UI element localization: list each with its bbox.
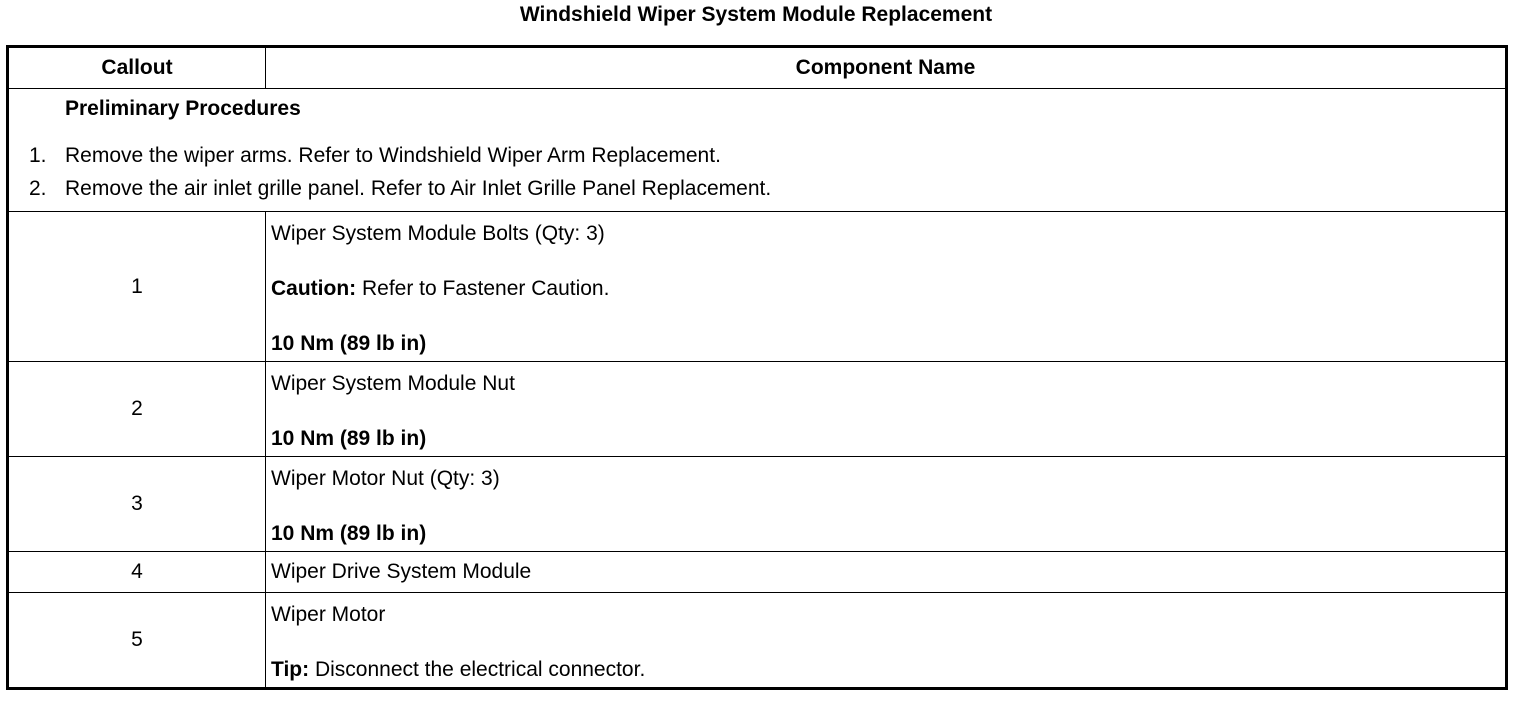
component-name: Wiper Motor Nut (Qty: 3): [271, 467, 500, 490]
component-cell: [266, 212, 1507, 362]
component-name: Wiper System Module Bolts (Qty: 3): [271, 222, 605, 245]
tip-note: [271, 656, 1505, 683]
torque-spec: 10 Nm (89 lb in): [271, 522, 427, 545]
table-row: [8, 552, 1507, 593]
table-row: [8, 362, 1507, 457]
callout-cell: 1: [8, 212, 266, 362]
table-row: [8, 593, 1507, 689]
table-row: [8, 457, 1507, 552]
torque-spec: 10 Nm (89 lb in): [271, 332, 427, 355]
torque-spec: 10 Nm (89 lb in): [271, 427, 427, 450]
preliminary-row: [8, 89, 1507, 212]
preliminary-steps: [29, 139, 1505, 205]
step-number: 2.: [29, 177, 47, 200]
step-text: Remove the air inlet grille panel. Refer to Air Inlet Grille Panel Replacement.: [65, 177, 772, 200]
table-row: [8, 212, 1507, 362]
caution-label: Caution:: [271, 277, 357, 300]
preliminary-procedures: [8, 89, 1507, 212]
preliminary-step: [29, 139, 1505, 172]
header-callout: Callout: [8, 47, 266, 89]
component-name: Wiper System Module Nut: [271, 372, 515, 395]
component-cell: [266, 593, 1507, 689]
page-title: Windshield Wiper System Module Replacement: [519, 3, 993, 26]
preliminary-title: Preliminary Procedures: [65, 97, 301, 120]
component-cell: [266, 362, 1507, 457]
component-cell: [266, 457, 1507, 552]
component-name: Wiper Motor: [271, 603, 386, 626]
callout-cell: 4: [8, 552, 266, 593]
component-name: Wiper Drive System Module: [266, 552, 1507, 593]
tip-text: Disconnect the electrical connector.: [309, 658, 646, 681]
callout-cell: 2: [8, 362, 266, 457]
caution-text: Refer to Fastener Caution.: [356, 277, 610, 300]
table-header-row: [8, 47, 1507, 89]
procedure-table: [6, 45, 1508, 690]
callout-cell: 3: [8, 457, 266, 552]
callout-cell: 5: [8, 593, 266, 689]
preliminary-step: [29, 172, 1505, 205]
step-text: Remove the wiper arms. Refer to Windshield Wiper Arm Replacement.: [65, 144, 721, 167]
header-component-name: Component Name: [266, 47, 1507, 89]
caution-note: [271, 275, 1505, 302]
tip-label: Tip:: [271, 658, 310, 681]
step-number: 1.: [29, 144, 47, 167]
